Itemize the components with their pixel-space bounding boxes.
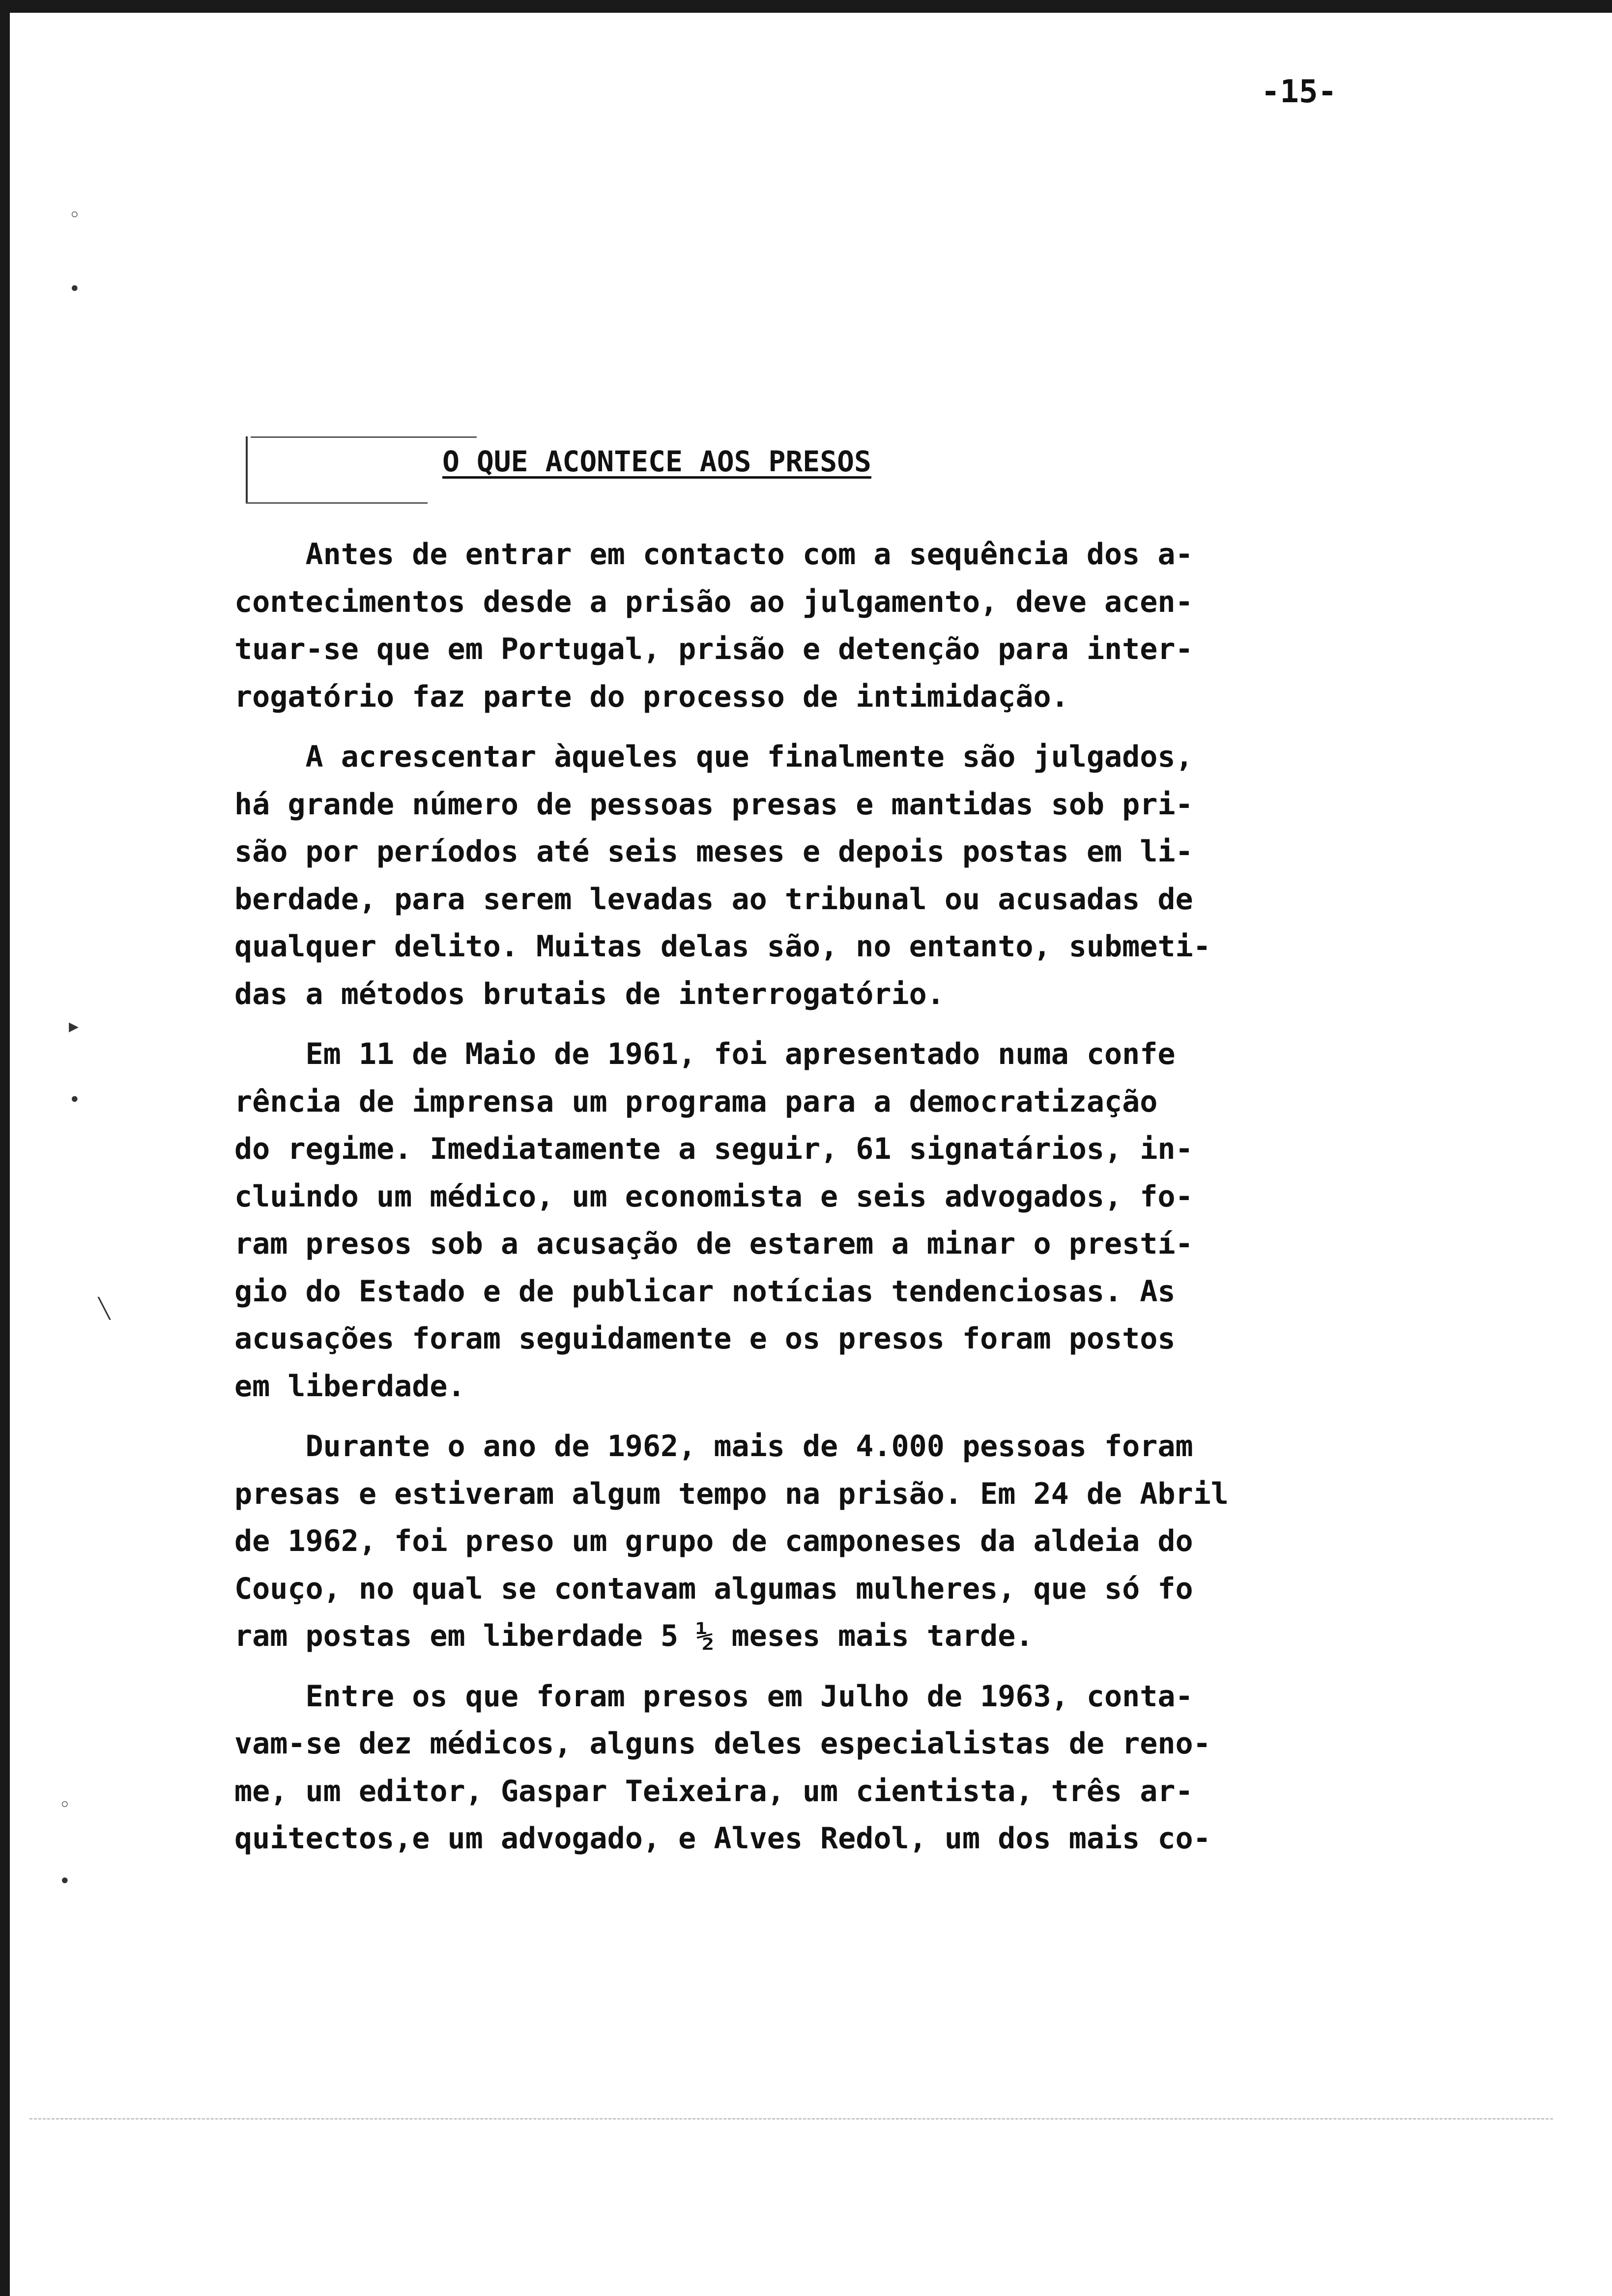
text-line: Couço, no qual se contavam algumas mulheres, que só fo (234, 1571, 1193, 1606)
text-line: em liberdade. (234, 1369, 465, 1404)
scan-border-top (0, 0, 1612, 13)
scan-border-left (0, 0, 10, 2296)
text-line: A acrescentar àqueles que finalmente são julgados, (234, 740, 1193, 774)
text-line: de 1962, foi preso um grupo de camponeses da aldeia do (234, 1524, 1193, 1558)
text-line: há grande número de pessoas presas e mantidas sob pri- (234, 787, 1193, 822)
text-line: Entre os que foram presos em Julho de 1963, conta- (234, 1679, 1193, 1714)
bottom-scan-line (29, 2118, 1553, 2120)
text-line: rogatório faz parte do processo de intimidação. (234, 679, 1069, 714)
text-line: tuar-se que em Portugal, prisão e detenção para inter- (234, 632, 1193, 666)
paragraph (234, 1031, 1463, 1410)
text-line: berdade, para serem levadas ao tribunal ou acusadas de (234, 882, 1193, 917)
text-line: quitectos,e um advogado, e Alves Redol, um dos mais co- (234, 1821, 1211, 1856)
text-line: rência de imprensa um programa para a democratização (234, 1084, 1158, 1119)
text-line: do regime. Imediatamente a seguir, 61 signatários, in- (234, 1132, 1193, 1166)
text-line: cluindo um médico, um economista e seis advogados, fo- (234, 1179, 1193, 1214)
text-line: me, um editor, Gaspar Teixeira, um cientista, três ar- (234, 1774, 1193, 1808)
text-line: ram presos sob a acusação de estarem a minar o prestí- (234, 1227, 1193, 1261)
text-line: Antes de entrar em contacto com a sequência dos a- (234, 537, 1193, 572)
text-line: Em 11 de Maio de 1961, foi apresentado numa confe (234, 1037, 1176, 1071)
text-line: ram postas em liberdade 5 ½ meses mais tarde. (234, 1619, 1034, 1653)
text-line: Durante o ano de 1962, mais de 4.000 pessoas foram (234, 1429, 1193, 1464)
text-line: qualquer delito. Muitas delas são, no entanto, submeti- (234, 929, 1211, 964)
heading-box-top-line (251, 436, 477, 438)
text-line: contecimentos desde a prisão ao julgamento, deve acen- (234, 584, 1193, 619)
text-line: das a métodos brutais de interrogatório. (234, 976, 945, 1011)
margin-mark: • (69, 278, 81, 300)
body-text (234, 531, 1463, 1875)
heading-box-bottom-line (246, 502, 428, 504)
paragraph (234, 531, 1463, 720)
margin-mark: ╲ (98, 1297, 111, 1320)
heading-box-left-line (246, 436, 248, 503)
text-line: presas e estiveram algum tempo na prisão. Em 24 de Abril (234, 1476, 1229, 1511)
section-heading: O QUE ACONTECE AOS PRESOS (442, 445, 871, 478)
margin-mark: ◦ (69, 204, 81, 227)
paragraph (234, 1423, 1463, 1660)
margin-mark: • (69, 1089, 81, 1111)
margin-mark: ◦ (59, 1794, 71, 1816)
paragraph (234, 733, 1463, 1018)
text-line: acusações foram seguidamente e os presos foram postos (234, 1321, 1176, 1356)
margin-mark: • (59, 1870, 71, 1893)
text-line: são por períodos até seis meses e depois postas em li- (234, 834, 1193, 869)
paragraph (234, 1673, 1463, 1863)
page-number: -15- (1261, 74, 1337, 110)
text-line: gio do Estado e de publicar notícias tendenciosas. As (234, 1274, 1176, 1309)
margin-mark: ▸ (69, 1015, 79, 1037)
text-line: vam-se dez médicos, alguns deles especialistas de reno- (234, 1726, 1211, 1761)
